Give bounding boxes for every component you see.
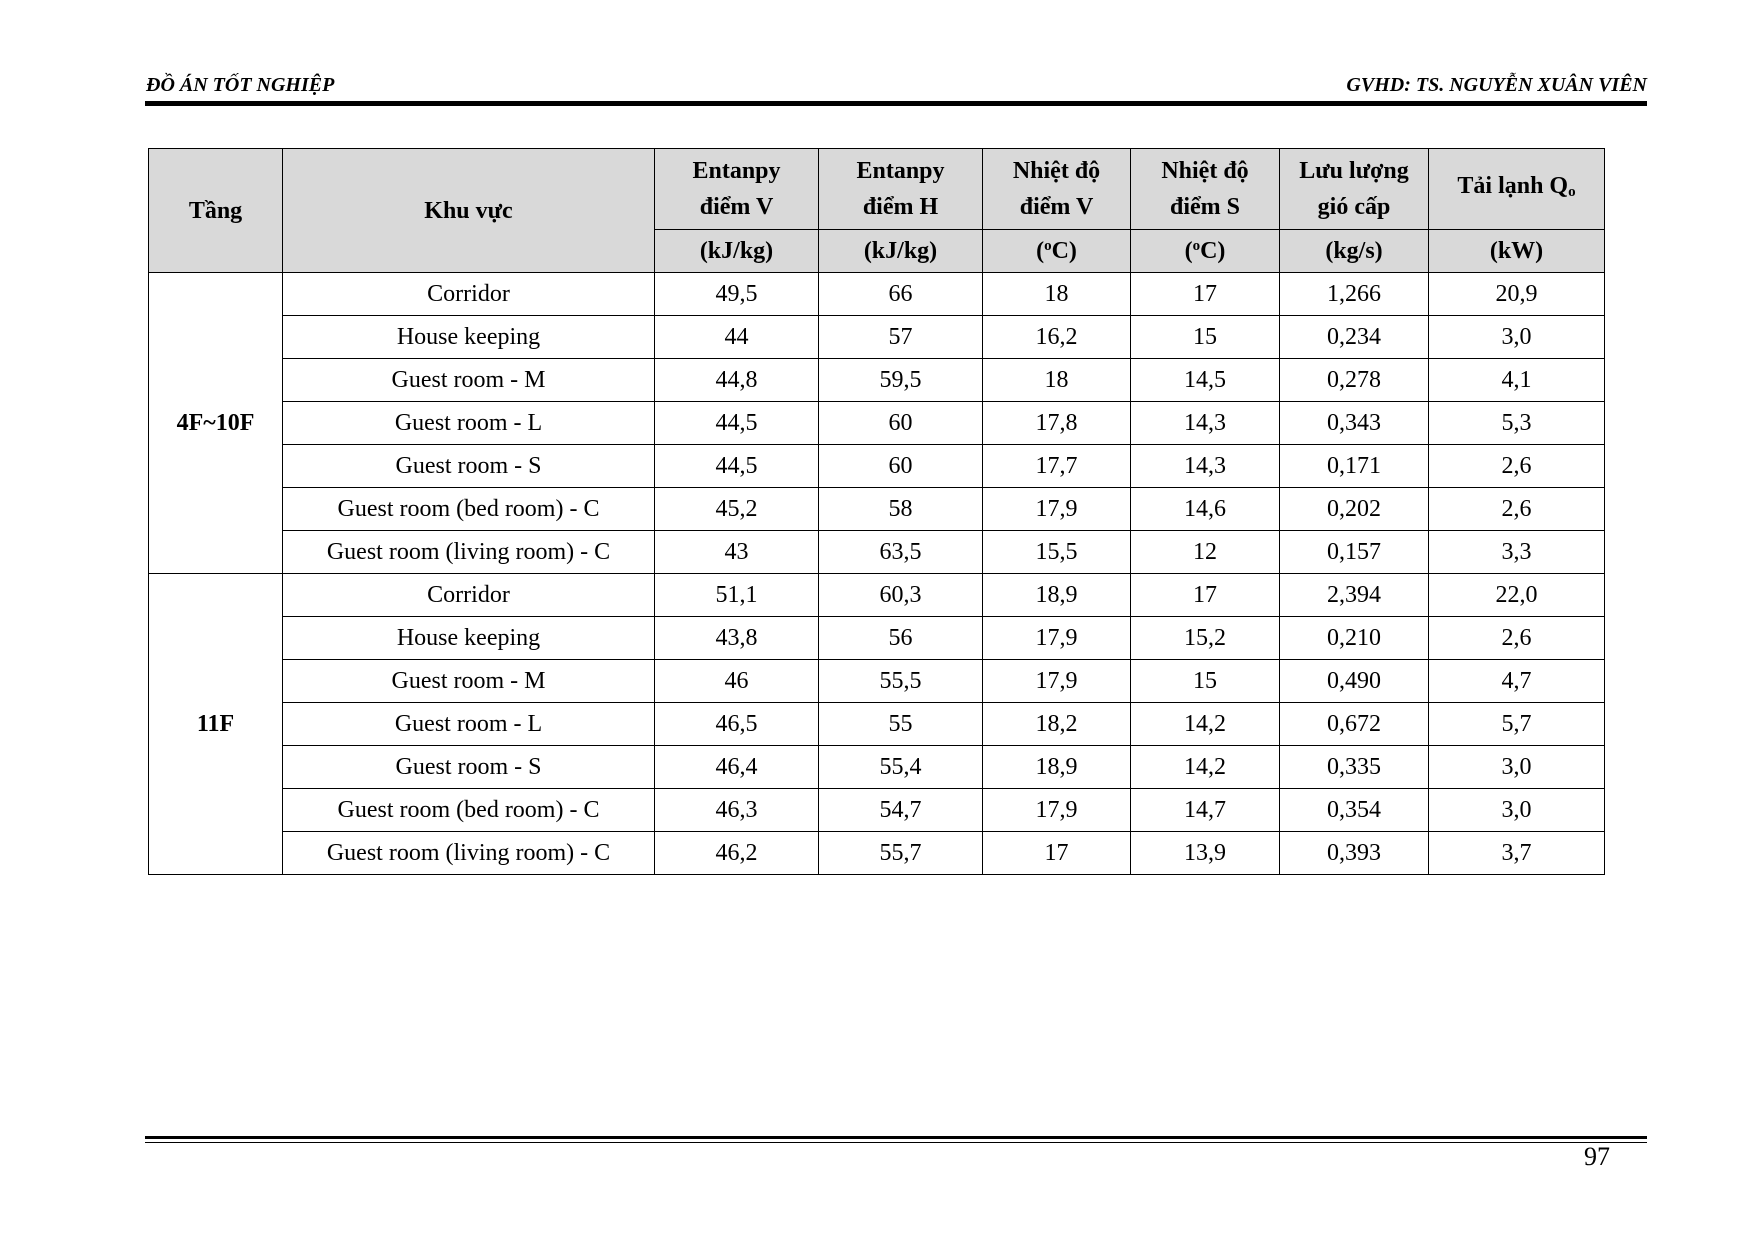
- cell-area: Guest room - S: [283, 746, 655, 789]
- cell-flow: 0,490: [1280, 660, 1429, 703]
- cell-temp-v: 18,9: [983, 746, 1131, 789]
- cell-temp-s: 14,6: [1131, 488, 1280, 531]
- cell-temp-v: 18: [983, 359, 1131, 402]
- cell-flow: 0,202: [1280, 488, 1429, 531]
- unit-flow: (kg/s): [1280, 230, 1429, 273]
- col-header-tai-lanh: Tải lạnh $Q_o$: [1429, 149, 1605, 230]
- cell-flow: 0,343: [1280, 402, 1429, 445]
- unit-temp-s: ($^o$C): [1131, 230, 1280, 273]
- cell-entanpy-h: 59,5: [819, 359, 983, 402]
- cell-entanpy-h: 60: [819, 445, 983, 488]
- cell-entanpy-v: 44: [655, 316, 819, 359]
- header-left-title: ĐỒ ÁN TỐT NGHIỆP: [146, 74, 335, 96]
- cell-entanpy-h: 55: [819, 703, 983, 746]
- cell-temp-v: 17: [983, 832, 1131, 875]
- table-row: [149, 789, 1605, 832]
- cell-load: 4,1: [1429, 359, 1605, 402]
- cell-load: 5,7: [1429, 703, 1605, 746]
- cell-entanpy-v: 44,8: [655, 359, 819, 402]
- cell-temp-s: 12: [1131, 531, 1280, 574]
- cell-area: Guest room - S: [283, 445, 655, 488]
- unit-entanpy-h: (kJ/kg): [819, 230, 983, 273]
- cell-floor: 11F: [149, 574, 283, 875]
- cell-temp-s: 14,2: [1131, 746, 1280, 789]
- col-header-entanpy-v: Entanpy điểm V: [655, 149, 819, 230]
- cell-entanpy-v: 46: [655, 660, 819, 703]
- table-row: [149, 574, 1605, 617]
- cell-entanpy-h: 66: [819, 273, 983, 316]
- cell-load: 3,0: [1429, 789, 1605, 832]
- cell-temp-v: 17,7: [983, 445, 1131, 488]
- cell-area: Guest room (living room) - C: [283, 832, 655, 875]
- cell-area: Corridor: [283, 273, 655, 316]
- cell-entanpy-h: 58: [819, 488, 983, 531]
- table-row: [149, 832, 1605, 875]
- cell-temp-v: 17,8: [983, 402, 1131, 445]
- cell-area: Guest room - M: [283, 359, 655, 402]
- cell-floor: 4F~10F: [149, 273, 283, 574]
- cell-entanpy-h: 63,5: [819, 531, 983, 574]
- cell-temp-s: 14,5: [1131, 359, 1280, 402]
- header-rule: [145, 101, 1647, 106]
- table-row: [149, 316, 1605, 359]
- cell-area: House keeping: [283, 617, 655, 660]
- cell-entanpy-v: 51,1: [655, 574, 819, 617]
- cell-temp-s: 14,2: [1131, 703, 1280, 746]
- table-row: [149, 660, 1605, 703]
- col-header-nhiet-do-v: Nhiệt độ điểm V: [983, 149, 1131, 230]
- cell-temp-s: 17: [1131, 574, 1280, 617]
- table-header-row: [149, 149, 1605, 230]
- cell-flow: 0,393: [1280, 832, 1429, 875]
- cell-entanpy-h: 54,7: [819, 789, 983, 832]
- cell-area: Guest room (bed room) - C: [283, 488, 655, 531]
- page-number: 97: [1584, 1142, 1610, 1171]
- cell-temp-s: 17: [1131, 273, 1280, 316]
- table-row: [149, 402, 1605, 445]
- cell-flow: 0,210: [1280, 617, 1429, 660]
- table-row: [149, 617, 1605, 660]
- table-row: [149, 359, 1605, 402]
- table-row: [149, 488, 1605, 531]
- unit-temp-v: ($^o$C): [983, 230, 1131, 273]
- cell-load: 3,7: [1429, 832, 1605, 875]
- cell-entanpy-v: 43: [655, 531, 819, 574]
- cell-flow: 0,672: [1280, 703, 1429, 746]
- table-row: [149, 746, 1605, 789]
- cell-temp-v: 18,9: [983, 574, 1131, 617]
- cell-temp-v: 17,9: [983, 488, 1131, 531]
- cell-area: Guest room - L: [283, 402, 655, 445]
- cell-temp-s: 14,3: [1131, 445, 1280, 488]
- cell-temp-v: 17,9: [983, 617, 1131, 660]
- cell-entanpy-v: 46,4: [655, 746, 819, 789]
- cell-flow: 0,278: [1280, 359, 1429, 402]
- col-header-entanpy-h: Entanpy điểm H: [819, 149, 983, 230]
- col-header-tang: Tầng: [149, 149, 283, 273]
- cell-entanpy-v: 45,2: [655, 488, 819, 531]
- table-row: [149, 531, 1605, 574]
- cell-flow: 2,394: [1280, 574, 1429, 617]
- cell-entanpy-v: 46,5: [655, 703, 819, 746]
- cell-load: 20,9: [1429, 273, 1605, 316]
- cell-load: 4,7: [1429, 660, 1605, 703]
- cell-temp-s: 14,7: [1131, 789, 1280, 832]
- cell-area: Corridor: [283, 574, 655, 617]
- footer-rule-thick: [145, 1136, 1647, 1139]
- cell-load: 2,6: [1429, 617, 1605, 660]
- cell-load: 3,0: [1429, 746, 1605, 789]
- cell-area: Guest room - L: [283, 703, 655, 746]
- cell-temp-v: 15,5: [983, 531, 1131, 574]
- cell-temp-s: 14,3: [1131, 402, 1280, 445]
- cell-load: 2,6: [1429, 445, 1605, 488]
- cell-flow: 1,266: [1280, 273, 1429, 316]
- cell-area: Guest room - M: [283, 660, 655, 703]
- cell-load: 5,3: [1429, 402, 1605, 445]
- table-row: [149, 445, 1605, 488]
- col-header-nhiet-do-s: Nhiệt độ điểm S: [1131, 149, 1280, 230]
- table-row: [149, 273, 1605, 316]
- col-header-luu-luong: Lưu lượng gió cấp: [1280, 149, 1429, 230]
- cell-entanpy-v: 43,8: [655, 617, 819, 660]
- cell-entanpy-h: 60: [819, 402, 983, 445]
- cell-entanpy-h: 55,4: [819, 746, 983, 789]
- cell-entanpy-v: 46,2: [655, 832, 819, 875]
- cell-entanpy-v: 49,5: [655, 273, 819, 316]
- cell-entanpy-h: 57: [819, 316, 983, 359]
- unit-entanpy-v: (kJ/kg): [655, 230, 819, 273]
- cell-entanpy-v: 44,5: [655, 445, 819, 488]
- cell-load: 22,0: [1429, 574, 1605, 617]
- footer-rule-thin: [145, 1142, 1647, 1143]
- cooling-load-table: [148, 148, 1605, 875]
- cell-load: 2,6: [1429, 488, 1605, 531]
- cell-temp-s: 15: [1131, 660, 1280, 703]
- cell-entanpy-h: 56: [819, 617, 983, 660]
- cell-flow: 0,335: [1280, 746, 1429, 789]
- cell-temp-v: 17,9: [983, 660, 1131, 703]
- cell-load: 3,0: [1429, 316, 1605, 359]
- cell-area: Guest room (bed room) - C: [283, 789, 655, 832]
- cell-temp-v: 18,2: [983, 703, 1131, 746]
- cell-entanpy-h: 55,5: [819, 660, 983, 703]
- cell-load: 3,3: [1429, 531, 1605, 574]
- cell-flow: 0,171: [1280, 445, 1429, 488]
- table-body: [149, 273, 1605, 875]
- cell-temp-v: 16,2: [983, 316, 1131, 359]
- cell-area: Guest room (living room) - C: [283, 531, 655, 574]
- cell-entanpy-h: 55,7: [819, 832, 983, 875]
- cell-entanpy-v: 46,3: [655, 789, 819, 832]
- unit-load: (kW): [1429, 230, 1605, 273]
- cell-temp-s: 15,2: [1131, 617, 1280, 660]
- cell-flow: 0,234: [1280, 316, 1429, 359]
- cell-temp-s: 15: [1131, 316, 1280, 359]
- cell-entanpy-h: 60,3: [819, 574, 983, 617]
- table-row: [149, 703, 1605, 746]
- cell-temp-s: 13,9: [1131, 832, 1280, 875]
- cell-entanpy-v: 44,5: [655, 402, 819, 445]
- cell-temp-v: 18: [983, 273, 1131, 316]
- cell-flow: 0,157: [1280, 531, 1429, 574]
- cell-area: House keeping: [283, 316, 655, 359]
- cell-temp-v: 17,9: [983, 789, 1131, 832]
- col-header-khu-vuc: Khu vực: [283, 149, 655, 273]
- header-right-supervisor: GVHD: TS. NGUYỄN XUÂN VIÊN: [1346, 74, 1647, 96]
- cell-flow: 0,354: [1280, 789, 1429, 832]
